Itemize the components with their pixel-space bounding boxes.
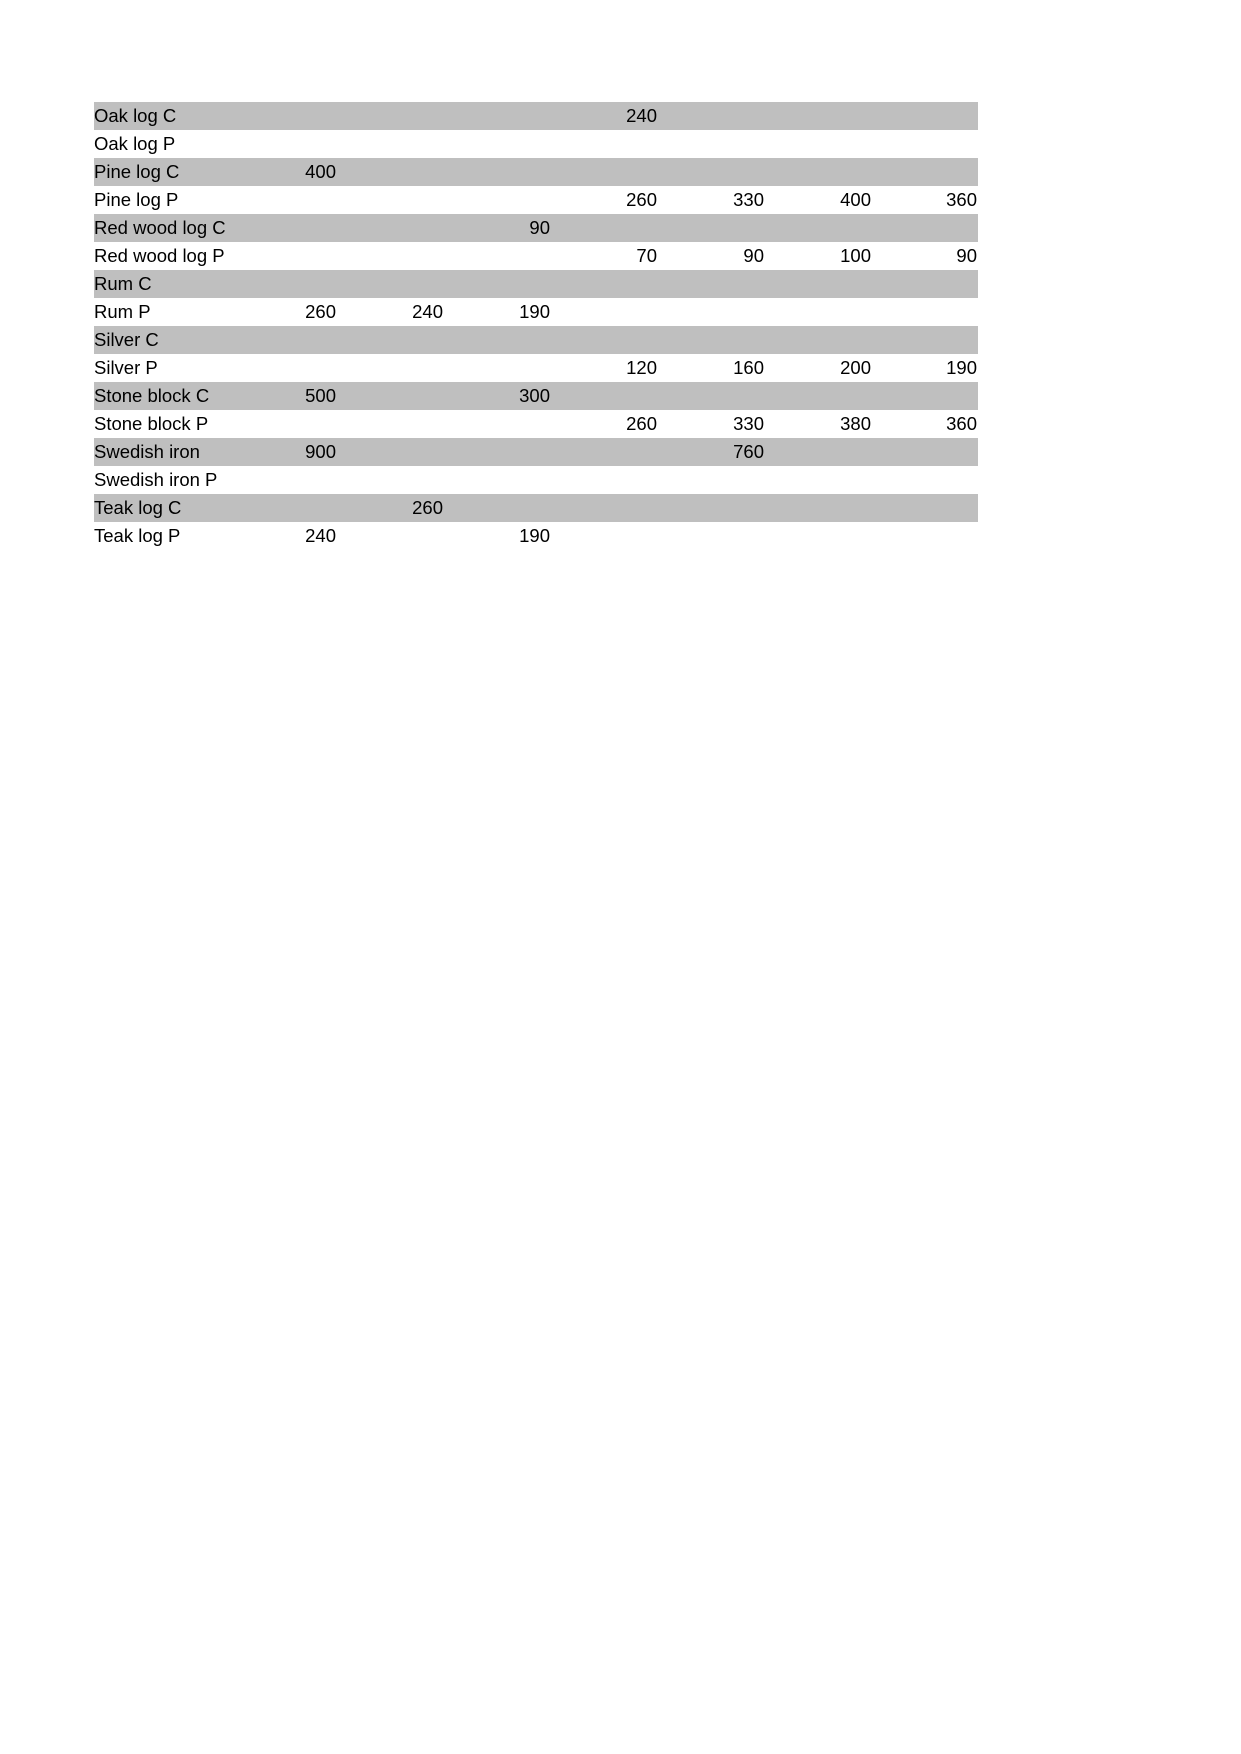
cell-value — [764, 298, 871, 326]
cell-value — [871, 102, 978, 130]
cell-value — [443, 466, 550, 494]
row-label: Silver P — [94, 357, 158, 378]
cell-value — [871, 494, 978, 522]
cell-value — [871, 522, 978, 550]
cell-value — [229, 270, 336, 298]
cell-value — [336, 186, 443, 214]
cell-value — [657, 102, 764, 130]
cell-value — [336, 270, 443, 298]
cell-value — [336, 158, 443, 186]
cell-value — [657, 298, 764, 326]
cell-value — [229, 354, 336, 382]
cell-value — [550, 494, 657, 522]
cell-value — [764, 494, 871, 522]
table-row — [94, 522, 978, 550]
table-row — [94, 130, 978, 158]
cell-value: 260 — [305, 301, 336, 322]
cell-value: 260 — [626, 413, 657, 434]
cell-value — [657, 326, 764, 354]
cell-value: 330 — [733, 413, 764, 434]
cell-value — [871, 438, 978, 466]
commodity-table-container — [94, 102, 978, 550]
table-row — [94, 298, 978, 326]
cell-value: 90 — [743, 245, 764, 266]
table-row — [94, 382, 978, 410]
table-row — [94, 186, 978, 214]
cell-value — [336, 214, 443, 242]
table-row — [94, 410, 978, 438]
cell-value — [550, 214, 657, 242]
cell-value — [443, 102, 550, 130]
cell-value — [336, 466, 443, 494]
cell-value: 760 — [733, 441, 764, 462]
cell-value — [871, 270, 978, 298]
cell-value — [657, 522, 764, 550]
cell-value — [550, 130, 657, 158]
cell-value — [336, 242, 443, 270]
table-body — [94, 102, 978, 550]
row-label: Swedish iron P — [94, 469, 218, 490]
cell-value: 380 — [840, 413, 871, 434]
cell-value — [229, 410, 336, 438]
row-label: Red wood log P — [94, 245, 225, 266]
cell-value — [550, 158, 657, 186]
cell-value — [443, 494, 550, 522]
cell-value — [336, 102, 443, 130]
cell-value — [336, 130, 443, 158]
cell-value: 500 — [305, 385, 336, 406]
row-label: Rum C — [94, 273, 152, 294]
cell-value — [229, 186, 336, 214]
cell-value — [871, 130, 978, 158]
cell-value — [443, 410, 550, 438]
cell-value: 360 — [946, 189, 977, 210]
table-row — [94, 466, 978, 494]
cell-value — [871, 214, 978, 242]
cell-value: 240 — [305, 525, 336, 546]
cell-value — [657, 214, 764, 242]
cell-value — [871, 382, 978, 410]
cell-value: 300 — [519, 385, 550, 406]
cell-value: 120 — [626, 357, 657, 378]
cell-value — [443, 242, 550, 270]
cell-value — [443, 270, 550, 298]
cell-value: 360 — [946, 413, 977, 434]
row-label: Oak log C — [94, 105, 177, 126]
cell-value — [550, 326, 657, 354]
row-label: Oak log P — [94, 133, 176, 154]
cell-value — [764, 270, 871, 298]
table-row — [94, 438, 978, 466]
cell-value — [657, 466, 764, 494]
cell-value: 240 — [626, 105, 657, 126]
cell-value — [764, 382, 871, 410]
cell-value: 330 — [733, 189, 764, 210]
cell-value — [229, 102, 336, 130]
table-row — [94, 242, 978, 270]
cell-value — [657, 158, 764, 186]
row-label: Red wood log C — [94, 217, 226, 238]
cell-value — [443, 326, 550, 354]
table-row — [94, 102, 978, 130]
row-label: Pine log C — [94, 161, 180, 182]
cell-value: 190 — [519, 301, 550, 322]
cell-value: 200 — [840, 357, 871, 378]
cell-value — [764, 326, 871, 354]
cell-value — [871, 298, 978, 326]
cell-value — [657, 130, 764, 158]
cell-value: 90 — [529, 217, 550, 238]
cell-value — [764, 102, 871, 130]
cell-value: 90 — [956, 245, 977, 266]
cell-value — [229, 466, 336, 494]
row-label: Stone block C — [94, 385, 210, 406]
cell-value — [229, 130, 336, 158]
row-label: Silver C — [94, 329, 159, 350]
cell-value — [336, 382, 443, 410]
cell-value — [871, 466, 978, 494]
cell-value — [871, 158, 978, 186]
cell-value — [550, 466, 657, 494]
cell-value — [550, 438, 657, 466]
cell-value — [443, 354, 550, 382]
cell-value — [443, 186, 550, 214]
table-row — [94, 270, 978, 298]
cell-value: 70 — [636, 245, 657, 266]
cell-value: 260 — [626, 189, 657, 210]
cell-value: 240 — [412, 301, 443, 322]
cell-value — [336, 410, 443, 438]
cell-value — [336, 522, 443, 550]
cell-value — [871, 326, 978, 354]
cell-value — [550, 382, 657, 410]
cell-value — [764, 522, 871, 550]
cell-value: 400 — [305, 161, 336, 182]
cell-value: 100 — [840, 245, 871, 266]
cell-value — [764, 158, 871, 186]
cell-value: 260 — [412, 497, 443, 518]
row-label: Pine log P — [94, 189, 179, 210]
table-row — [94, 158, 978, 186]
cell-value — [550, 522, 657, 550]
cell-value: 160 — [733, 357, 764, 378]
cell-value — [229, 214, 336, 242]
cell-value: 190 — [946, 357, 977, 378]
table-row — [94, 214, 978, 242]
commodity-table — [94, 102, 978, 550]
cell-value — [657, 382, 764, 410]
cell-value — [657, 270, 764, 298]
cell-value — [336, 438, 443, 466]
cell-value — [443, 158, 550, 186]
cell-value — [229, 494, 336, 522]
cell-value — [764, 214, 871, 242]
cell-value — [443, 130, 550, 158]
cell-value: 190 — [519, 525, 550, 546]
cell-value — [229, 242, 336, 270]
cell-value — [764, 466, 871, 494]
cell-value — [443, 438, 550, 466]
cell-value — [764, 438, 871, 466]
cell-value — [550, 298, 657, 326]
row-label: Teak log P — [94, 525, 181, 546]
table-row — [94, 326, 978, 354]
cell-value: 400 — [840, 189, 871, 210]
cell-value — [764, 130, 871, 158]
row-label: Rum P — [94, 301, 151, 322]
row-label: Swedish iron — [94, 441, 200, 462]
table-row — [94, 494, 978, 522]
table-row — [94, 354, 978, 382]
cell-value — [657, 494, 764, 522]
cell-value: 900 — [305, 441, 336, 462]
cell-value — [229, 326, 336, 354]
cell-value — [336, 354, 443, 382]
cell-value — [550, 270, 657, 298]
cell-value — [336, 326, 443, 354]
row-label: Stone block P — [94, 413, 209, 434]
row-label: Teak log C — [94, 497, 182, 518]
